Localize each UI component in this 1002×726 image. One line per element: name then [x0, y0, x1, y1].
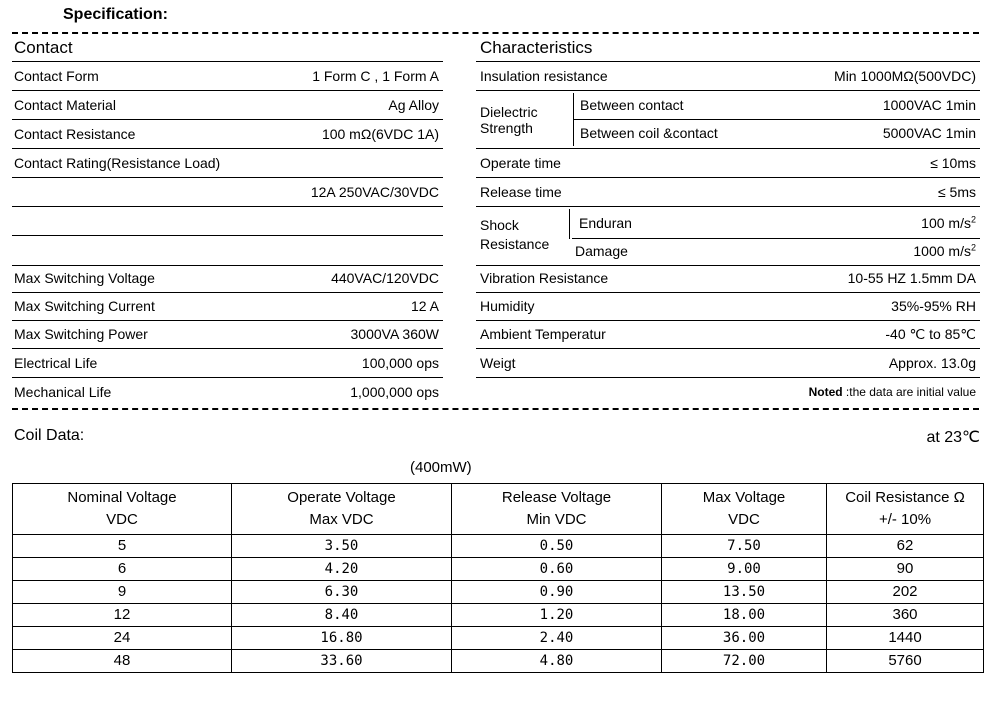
col-header-line2: VDC	[728, 511, 760, 528]
shock-label-line2: Resistance	[480, 236, 550, 252]
squared-superscript: 2	[970, 214, 976, 225]
release-voltage-cell: 2.40	[452, 627, 662, 650]
shock-label	[480, 214, 549, 255]
coil-data-title: Coil Data:	[14, 427, 85, 444]
noted-rest: :the data are initial value	[842, 385, 976, 399]
humidity-row	[480, 294, 976, 318]
max-voltage-value: 440VAC/120VDC	[331, 270, 439, 286]
operate-voltage-cell: 4.20	[232, 558, 452, 581]
contact-form-label: Contact Form	[14, 68, 99, 84]
insulation-row	[480, 64, 976, 88]
operate-voltage-cell: 3.50	[232, 535, 452, 558]
divider	[476, 292, 980, 293]
col-header	[232, 484, 452, 535]
contact-form-value: 1 Form C , 1 Form A	[312, 68, 439, 84]
weight-row	[480, 351, 976, 375]
divider	[12, 90, 443, 91]
table-row	[13, 627, 984, 650]
divider	[12, 148, 443, 149]
release-voltage-cell: 0.50	[452, 535, 662, 558]
divider	[12, 177, 443, 178]
shock-label-line1: Shock	[480, 217, 519, 233]
max-current-row	[14, 294, 439, 318]
mechanical-life-row	[14, 380, 439, 404]
col-header-line1: Nominal Voltage	[67, 489, 177, 506]
coil-data-table	[12, 483, 984, 673]
coil-power: (400mW)	[410, 459, 472, 476]
release-voltage-cell: 4.80	[452, 650, 662, 673]
endurance-value-text: 100 m/s	[921, 215, 971, 231]
table-row	[13, 650, 984, 673]
nominal-voltage-cell: 5	[13, 535, 232, 558]
endurance-label: Enduran	[579, 215, 632, 231]
operate-voltage-cell: 16.80	[232, 627, 452, 650]
coil-resistance-cell: 5760	[827, 650, 984, 673]
max-power-label: Max Switching Power	[14, 326, 148, 342]
contact-resistance-row	[14, 122, 439, 146]
coil-resistance-cell: 1440	[827, 627, 984, 650]
divider	[476, 61, 980, 62]
release-voltage-cell: 0.90	[452, 581, 662, 604]
table-row	[13, 581, 984, 604]
release-time-label: Release time	[480, 184, 562, 200]
coil-temp: at 23℃	[926, 429, 980, 446]
table-row	[13, 558, 984, 581]
col-header	[13, 484, 232, 535]
max-voltage-cell: 72.00	[662, 650, 827, 673]
divider	[476, 148, 980, 149]
between-coil-value: 5000VAC 1min	[882, 125, 976, 141]
col-header-line1: Max Voltage	[702, 489, 786, 506]
contact-material-row	[14, 93, 439, 117]
col-header-line2: Max VDC	[309, 511, 374, 528]
divider	[12, 206, 443, 207]
squared-superscript: 2	[970, 242, 976, 253]
table-row	[13, 604, 984, 627]
humidity-value: 35%-95% RH	[891, 298, 976, 314]
nominal-voltage-cell: 6	[13, 558, 232, 581]
between-contact-label: Between contact	[580, 97, 684, 113]
col-header	[662, 484, 827, 535]
insulation-label: Insulation resistance	[480, 68, 608, 84]
col-header-line1: Release Voltage	[501, 489, 612, 506]
dielectric-label-line2: Strength	[480, 120, 533, 136]
contact-header: Contact	[14, 38, 73, 57]
weight-label: Weigt	[480, 355, 516, 371]
divider	[12, 119, 443, 120]
dielectric-label-line1: Dielectric	[480, 104, 538, 120]
divider	[476, 348, 980, 349]
vibration-value: 10-55 HZ 1.5mm DA	[847, 270, 976, 286]
electrical-life-value: 100,000 ops	[361, 355, 439, 371]
col-header-line2: VDC	[106, 511, 138, 528]
noted-text	[809, 380, 976, 404]
max-power-row	[14, 322, 439, 346]
contact-rating-value-row	[14, 180, 439, 204]
col-header-line2: Min VDC	[526, 511, 587, 528]
nominal-voltage-cell: 24	[13, 627, 232, 650]
electrical-life-row	[14, 351, 439, 375]
max-voltage-cell: 7.50	[662, 535, 827, 558]
max-power-value: 3000VA 360W	[350, 326, 439, 342]
ambient-temp-row	[480, 322, 976, 346]
endurance-value	[921, 211, 976, 235]
between-coil-label: Between coil &contact	[580, 125, 718, 141]
damage-value-text: 1000 m/s	[913, 243, 971, 259]
release-time-value: ≤ 5ms	[937, 184, 976, 200]
characteristics-header: Characteristics	[480, 38, 593, 57]
release-voltage-cell: 0.60	[452, 558, 662, 581]
insulation-value: Min 1000MΩ(500VDC)	[834, 68, 976, 84]
spec-title: Specification:	[63, 6, 168, 23]
max-voltage-cell: 9.00	[662, 558, 827, 581]
damage-label: Damage	[575, 243, 628, 259]
contact-material-label: Contact Material	[14, 97, 116, 113]
coil-resistance-cell: 360	[827, 604, 984, 627]
divider	[12, 235, 443, 236]
col-header	[827, 484, 984, 535]
operate-time-value: ≤ 10ms	[930, 155, 976, 171]
nominal-voltage-cell: 12	[13, 604, 232, 627]
divider	[12, 377, 443, 378]
table-row	[13, 535, 984, 558]
contact-material-value: Ag Alloy	[388, 97, 439, 113]
damage-row	[575, 239, 976, 263]
contact-resistance-label: Contact Resistance	[14, 126, 136, 142]
divider	[476, 320, 980, 321]
divider	[476, 206, 980, 207]
contact-rating-row	[14, 151, 439, 175]
nominal-voltage-cell: 9	[13, 581, 232, 604]
table-header-row	[13, 484, 984, 535]
operate-voltage-cell: 33.60	[232, 650, 452, 673]
divider	[12, 320, 443, 321]
contact-rating-value: 12A 250VAC/30VDC	[310, 184, 439, 200]
damage-value	[913, 239, 976, 263]
between-contact-row	[580, 93, 976, 117]
vibration-row	[480, 266, 976, 290]
top-dashed-divider	[12, 32, 979, 34]
coil-resistance-cell: 90	[827, 558, 984, 581]
col-header-line2: +/- 10%	[878, 511, 932, 528]
max-voltage-cell: 18.00	[662, 604, 827, 627]
between-contact-value: 1000VAC 1min	[882, 97, 976, 113]
divider	[476, 90, 980, 91]
divider	[12, 292, 443, 293]
max-voltage-row	[14, 266, 439, 290]
operate-time-label: Operate time	[480, 155, 561, 171]
divider	[12, 61, 443, 62]
endurance-row	[579, 211, 976, 235]
nominal-voltage-cell: 48	[13, 650, 232, 673]
divider	[476, 177, 980, 178]
contact-resistance-value: 100 mΩ(6VDC 1A)	[321, 126, 439, 142]
noted-row	[480, 380, 976, 404]
divider	[12, 348, 443, 349]
mechanical-life-label: Mechanical Life	[14, 384, 112, 400]
bottom-dashed-divider	[12, 408, 979, 410]
max-current-value: 12 A	[410, 298, 439, 314]
electrical-life-label: Electrical Life	[14, 355, 98, 371]
ambient-temp-value: -40 ℃ to 85℃	[885, 326, 976, 342]
weight-value: Approx. 13.0g	[888, 355, 976, 371]
coil-resistance-cell: 202	[827, 581, 984, 604]
noted-bold: Noted	[808, 385, 843, 399]
max-voltage-cell: 36.00	[662, 627, 827, 650]
humidity-label: Humidity	[480, 298, 535, 314]
operate-voltage-cell: 8.40	[232, 604, 452, 627]
col-header	[452, 484, 662, 535]
dielectric-label	[480, 101, 538, 139]
release-time-row	[480, 180, 976, 204]
mechanical-life-value: 1,000,000 ops	[350, 384, 439, 400]
max-current-label: Max Switching Current	[14, 298, 155, 314]
col-header-line1: Coil Resistance Ω	[845, 489, 965, 506]
max-voltage-label: Max Switching Voltage	[14, 270, 155, 286]
contact-form-row	[14, 64, 439, 88]
ambient-temp-label: Ambient Temperatur	[480, 326, 606, 342]
vibration-label: Vibration Resistance	[480, 270, 609, 286]
divider	[573, 119, 980, 120]
between-coil-row	[580, 121, 976, 145]
max-voltage-cell: 13.50	[662, 581, 827, 604]
coil-resistance-cell: 62	[827, 535, 984, 558]
contact-rating-label: Contact Rating(Resistance Load)	[14, 155, 221, 171]
operate-voltage-cell: 6.30	[232, 581, 452, 604]
col-header-line1: Operate Voltage	[287, 489, 396, 506]
divider	[476, 377, 980, 378]
operate-time-row	[480, 151, 976, 175]
divider	[569, 209, 570, 239]
release-voltage-cell: 1.20	[452, 604, 662, 627]
